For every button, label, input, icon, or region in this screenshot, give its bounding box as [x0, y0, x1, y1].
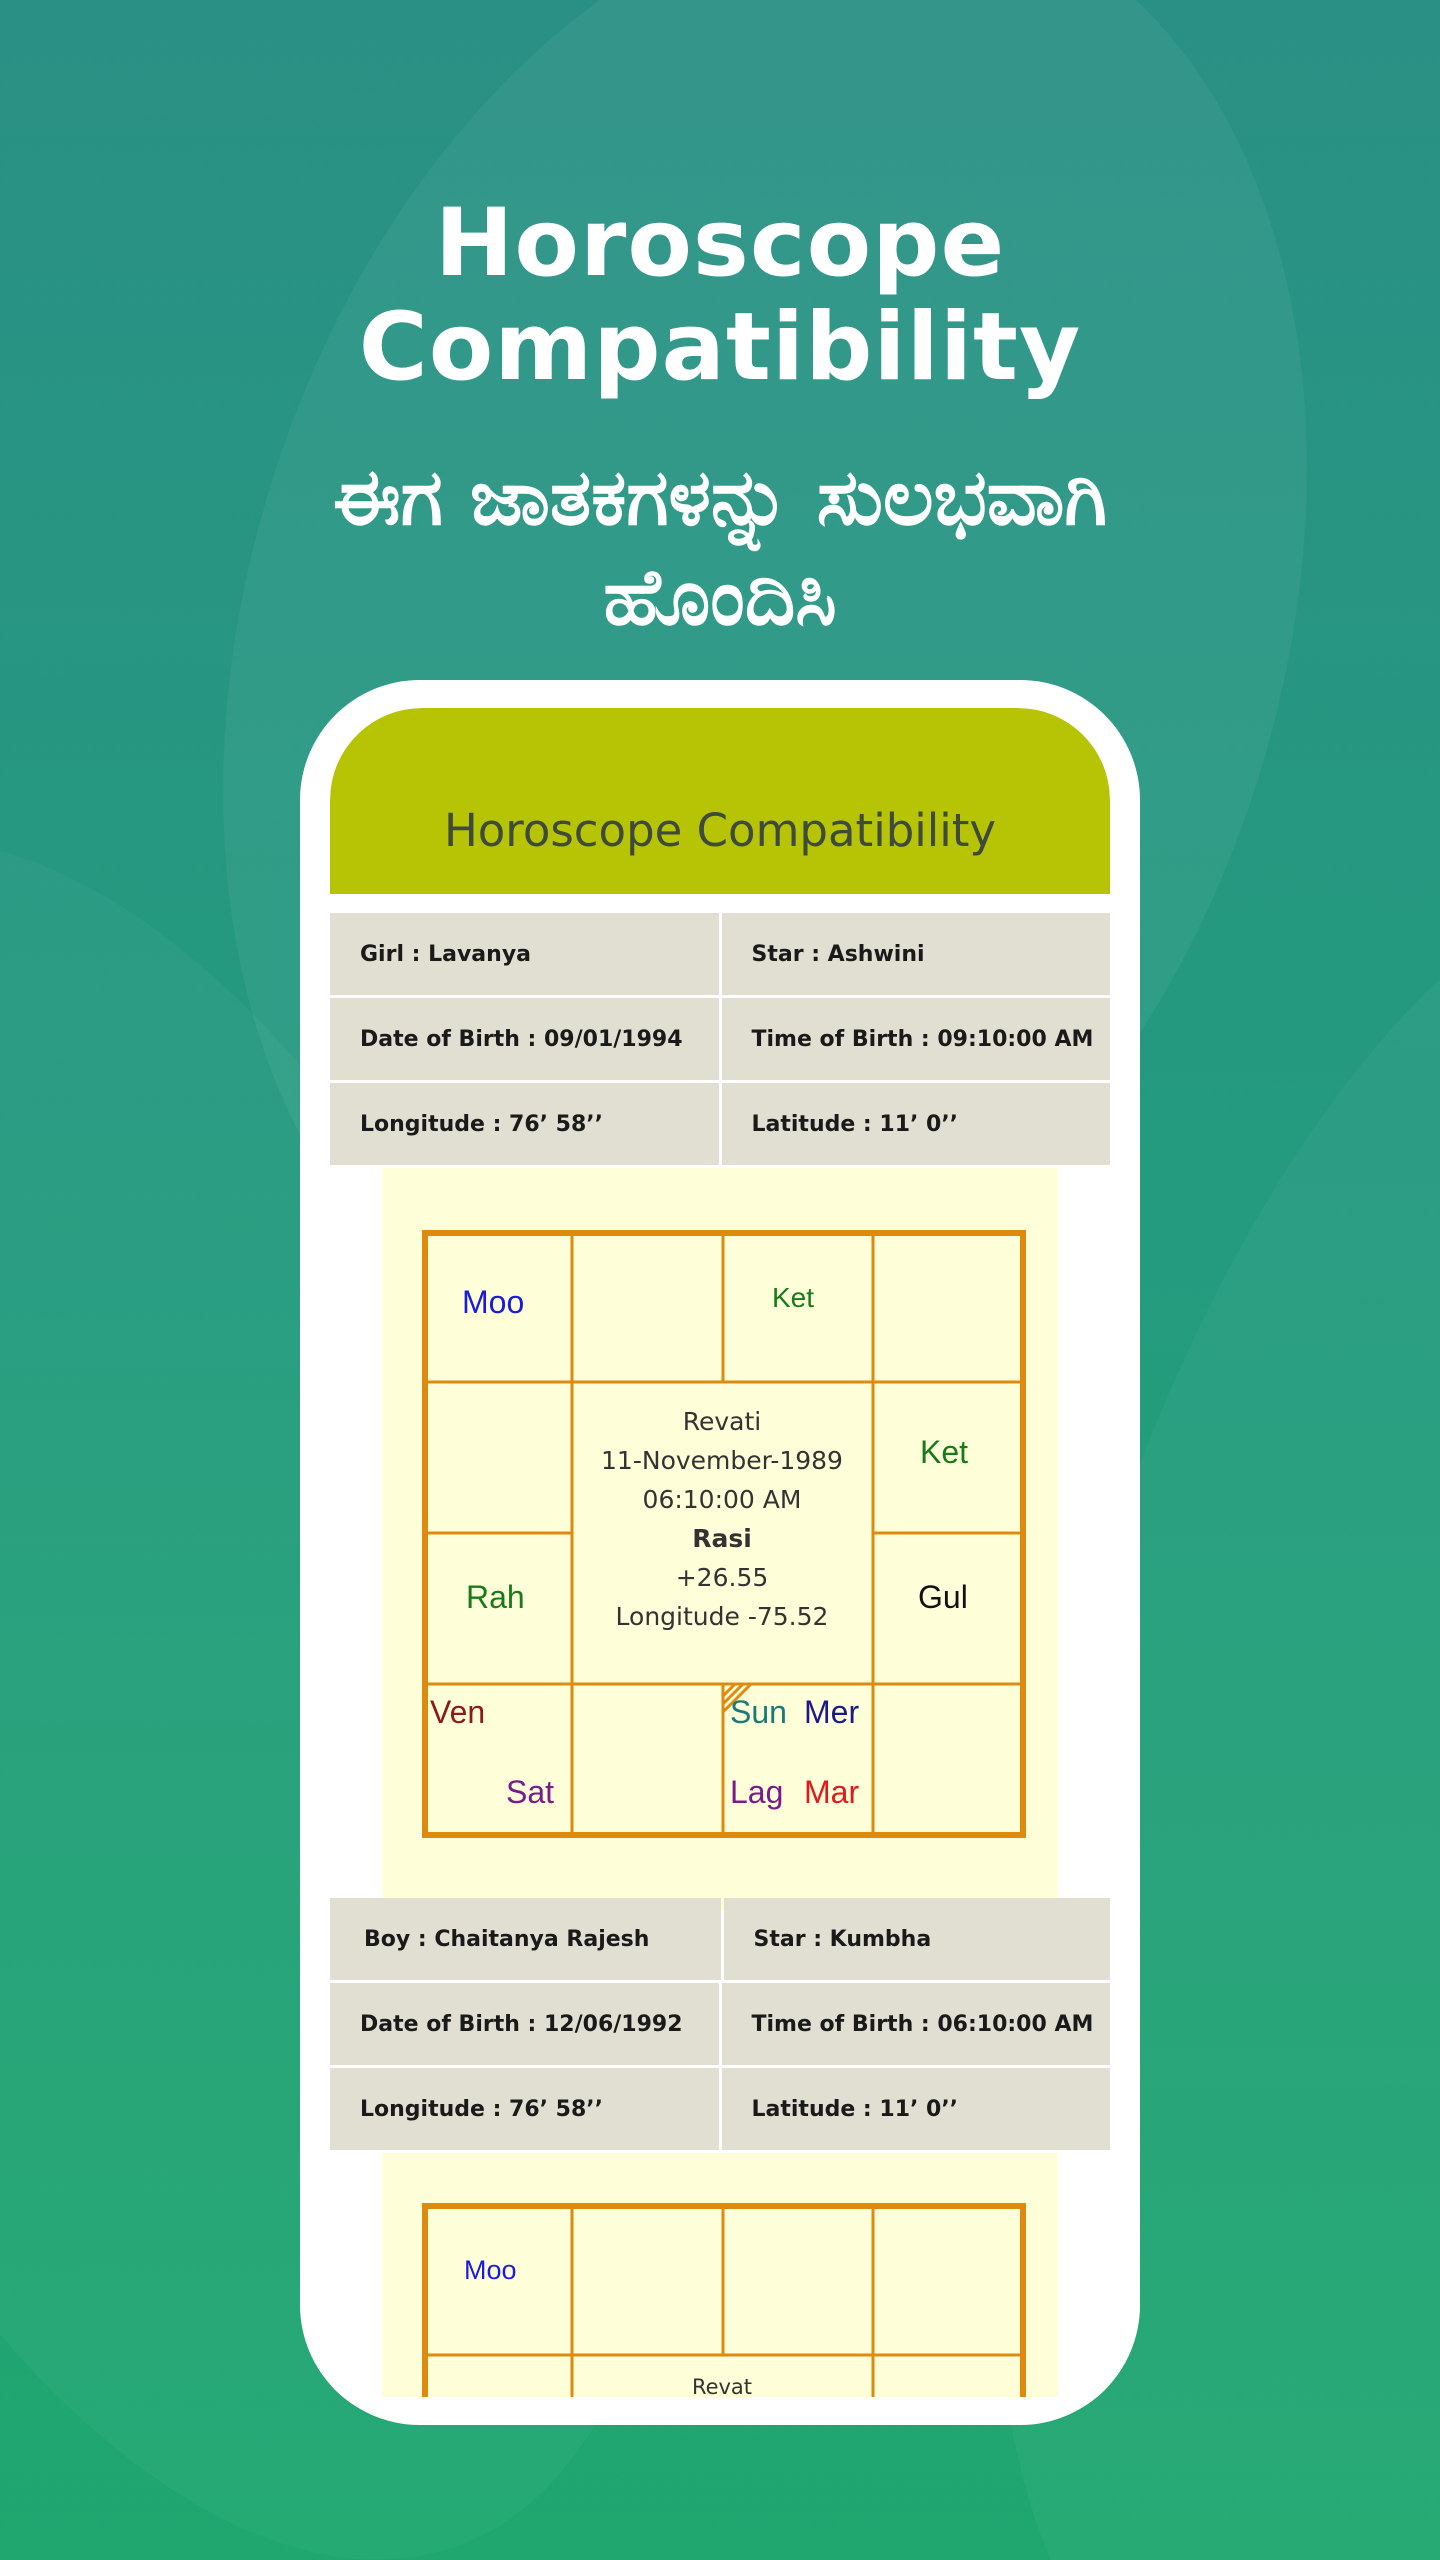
promo-subtitle-line2: ಹೊಂದಿಸಿ [603, 553, 837, 643]
boy-longitude: Longitude : 76’ 58’’ [330, 2068, 719, 2153]
boy-name: Boy : Chaitanya Rajesh [330, 1898, 721, 1983]
promo-subtitle-line1: ಈಗ ಜಾತಕಗಳನ್ನು ಸುಲಭವಾಗಿ [332, 453, 1108, 543]
promo-title [0, 189, 1440, 402]
boy-chart-panel [382, 2153, 1058, 2397]
chart-center-info [572, 1402, 872, 1636]
center-star: Revat [691, 2375, 753, 2397]
planet-moo: Moo [464, 2255, 517, 2285]
planet-ket-right: Ket [920, 1434, 969, 1470]
planet-moo: Moo [462, 1284, 525, 1320]
planet-ket-top: Ket [772, 1282, 815, 1313]
center-star: Revati [682, 1407, 762, 1436]
girl-dob: Date of Birth : 09/01/1994 [330, 998, 719, 1083]
boy-dob: Date of Birth : 12/06/1992 [330, 1983, 719, 2068]
promo-subtitle [0, 448, 1440, 648]
planet-sun: Sun [730, 1694, 787, 1730]
girl-rasi-chart [422, 1230, 1026, 1838]
girl-name: Girl : Lavanya [330, 913, 719, 998]
boy-rasi-chart [422, 2203, 1026, 2397]
boy-star: Star : Kumbha [724, 1898, 1111, 1983]
planet-ven: Ven [430, 1694, 486, 1730]
center-label: Rasi [692, 1524, 752, 1553]
app-header [330, 708, 1110, 894]
app-title: Horoscope Compatibility [443, 804, 997, 857]
center-date: 11-November-1989 [601, 1446, 843, 1475]
girl-chart-panel [382, 1168, 1058, 1911]
promo-title-line2: Compatibility [358, 293, 1082, 402]
boy-latitude: Latitude : 11’ 0’’ [722, 2068, 1111, 2153]
planet-rah: Rah [466, 1579, 525, 1615]
center-time: 06:10:00 AM [642, 1485, 802, 1514]
boy-info-table [330, 1898, 1110, 2153]
promo-title-line1: Horoscope [434, 189, 1006, 298]
phone-frame [300, 680, 1140, 2425]
rasi-grid [422, 2203, 1026, 2397]
planet-mar: Mar [804, 1774, 860, 1810]
planet-mer: Mer [804, 1694, 860, 1730]
planet-sat: Sat [506, 1774, 555, 1810]
planet-gul: Gul [918, 1579, 968, 1615]
planet-lag: Lag [730, 1774, 784, 1810]
girl-tob: Time of Birth : 09:10:00 AM [722, 998, 1111, 1083]
boy-tob: Time of Birth : 06:10:00 AM [722, 1983, 1111, 2068]
girl-star: Star : Ashwini [722, 913, 1111, 998]
app-screen [330, 708, 1110, 2397]
girl-latitude: Latitude : 11’ 0’’ [722, 1083, 1111, 1168]
center-value: +26.55 [675, 1563, 769, 1592]
girl-info-table [330, 913, 1110, 1168]
center-longitude: Longitude -75.52 [615, 1602, 829, 1631]
girl-longitude: Longitude : 76’ 58’’ [330, 1083, 719, 1168]
